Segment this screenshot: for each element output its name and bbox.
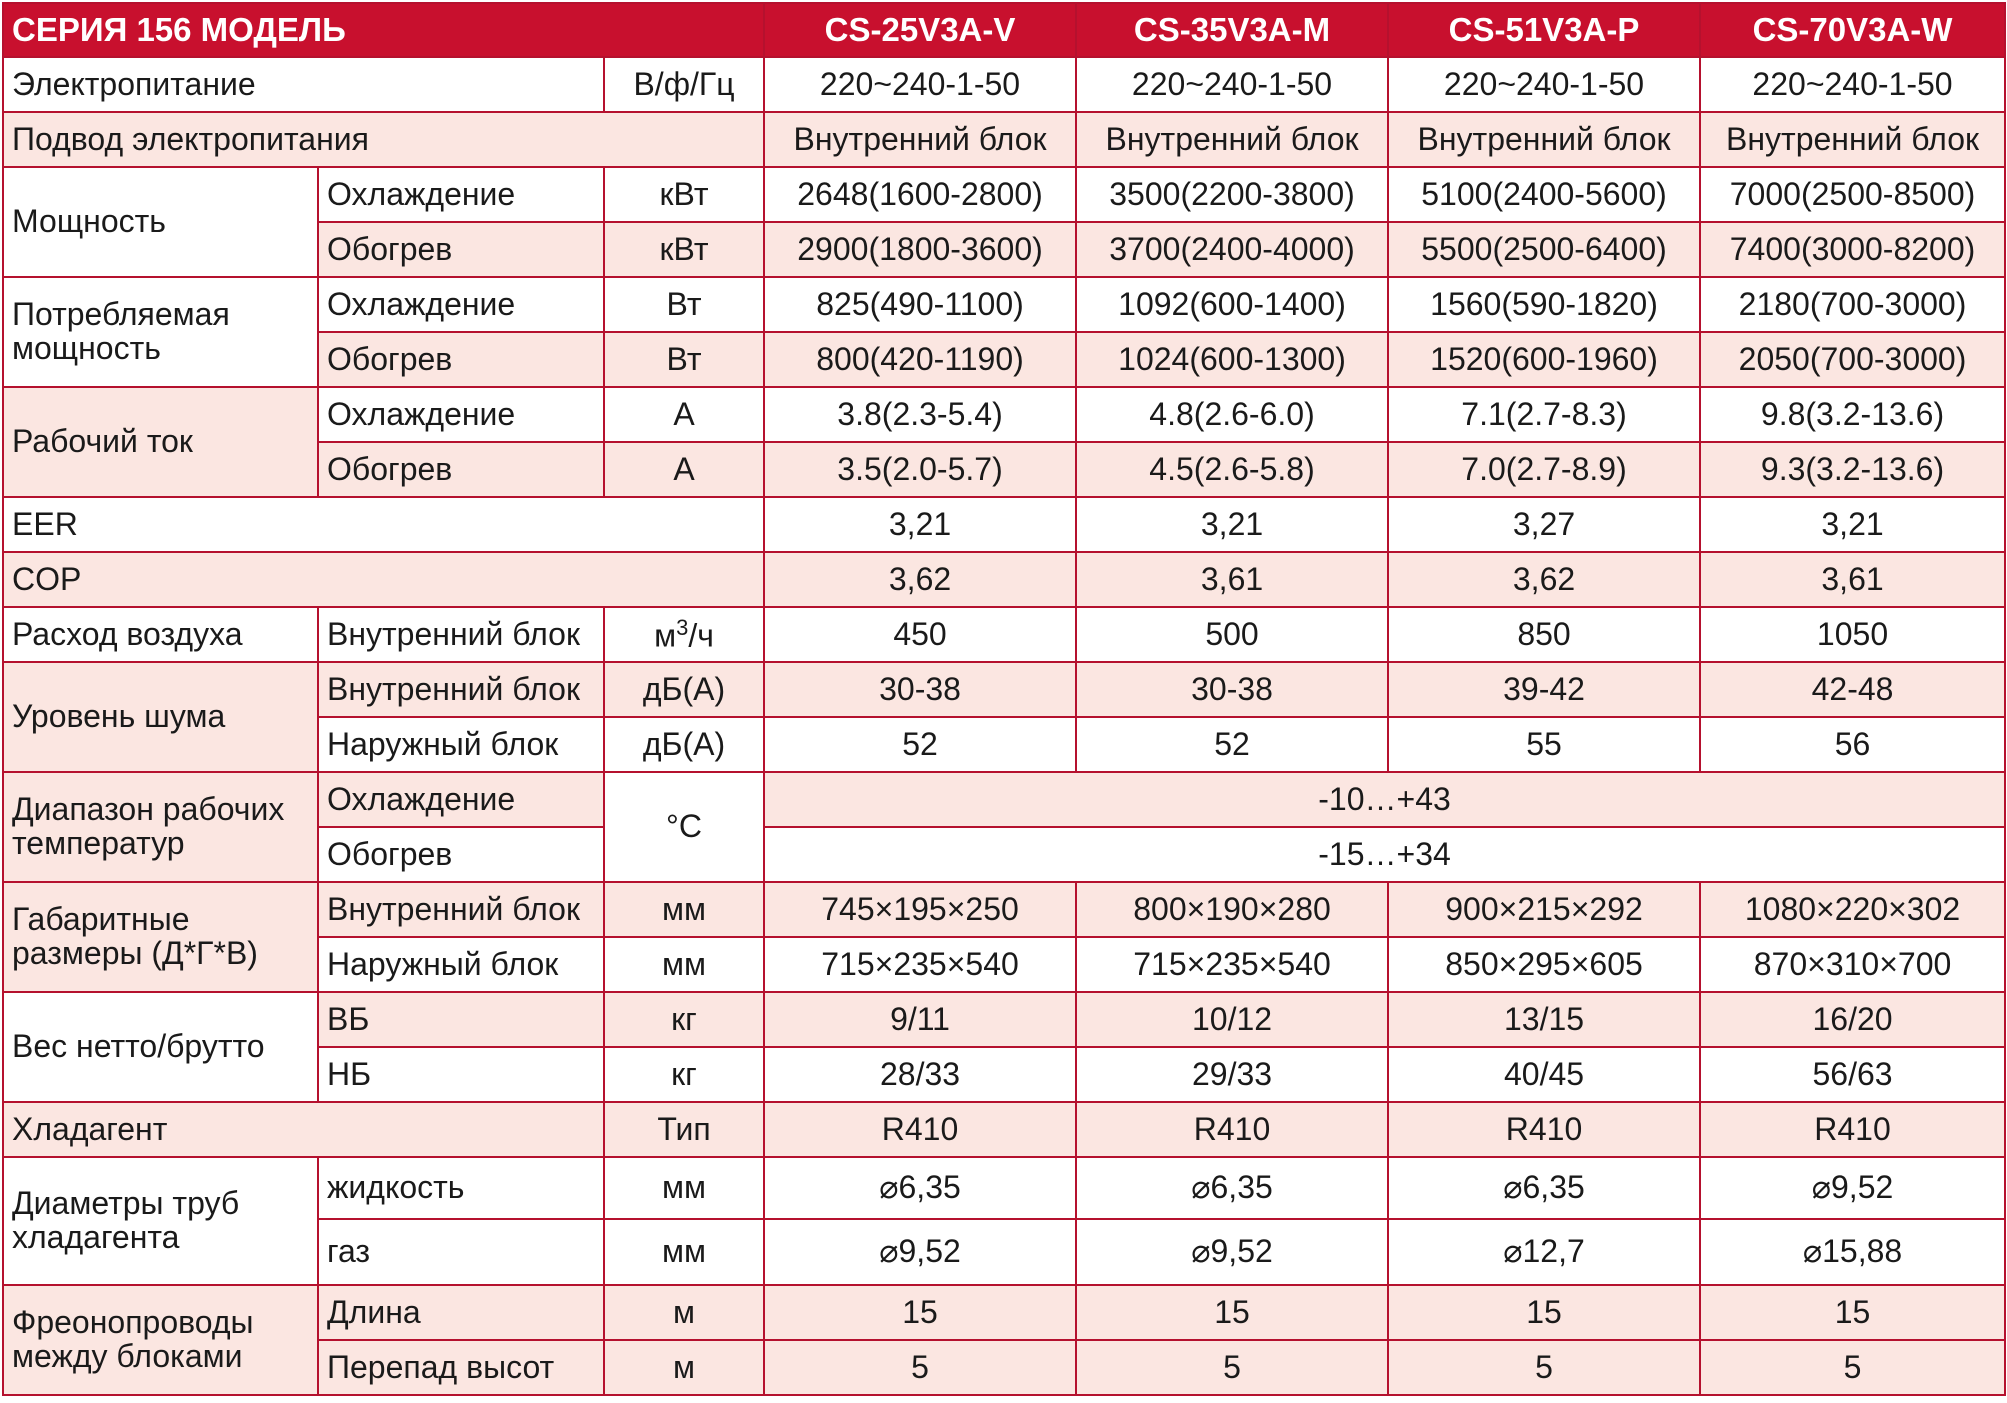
table-row	[3, 497, 2005, 552]
value-cell: R410	[1388, 1102, 1700, 1157]
model-header: CS-35V3A-M	[1076, 3, 1388, 57]
value-cell: ⌀12,7	[1388, 1219, 1700, 1285]
value-cell: 56	[1700, 717, 2005, 772]
value-cell: 450	[764, 607, 1076, 662]
value-cell: 3,21	[764, 497, 1076, 552]
value-cell: Внутренний блок	[1076, 112, 1388, 167]
table-row	[3, 57, 2005, 112]
value-cell: 28/33	[764, 1047, 1076, 1102]
sub-label: Обогрев	[318, 222, 604, 277]
value-cell: 3700(2400-4000)	[1076, 222, 1388, 277]
value-cell: 9.8(3.2-13.6)	[1700, 387, 2005, 442]
row-label: Вес нетто/брутто	[3, 992, 318, 1102]
value-cell: ⌀15,88	[1700, 1219, 2005, 1285]
value-cell: 5	[764, 1340, 1076, 1395]
table-row	[3, 607, 2005, 662]
row-label: Мощность	[3, 167, 318, 277]
value-cell: 29/33	[1076, 1047, 1388, 1102]
value-cell: 715×235×540	[764, 937, 1076, 992]
sub-label: Обогрев	[318, 332, 604, 387]
value-cell: 1092(600-1400)	[1076, 277, 1388, 332]
value-cell: 3,62	[764, 552, 1076, 607]
table-row	[3, 277, 2005, 332]
value-cell: 30-38	[764, 662, 1076, 717]
value-cell: 3,27	[1388, 497, 1700, 552]
header-row	[3, 3, 2005, 57]
table-row	[3, 167, 2005, 222]
value-cell: Внутренний блок	[1388, 112, 1700, 167]
table-row	[3, 1285, 2005, 1340]
value-cell: 3,61	[1076, 552, 1388, 607]
sub-label: Наружный блок	[318, 717, 604, 772]
table-row	[3, 1157, 2005, 1219]
value-cell: Внутренний блок	[1700, 112, 2005, 167]
value-cell: 52	[1076, 717, 1388, 772]
value-cell: 1050	[1700, 607, 2005, 662]
row-label: Рабочий ток	[3, 387, 318, 497]
table-row	[3, 1102, 2005, 1157]
unit-cell: дБ(А)	[604, 662, 764, 717]
value-cell: 7000(2500-8500)	[1700, 167, 2005, 222]
sub-label: жидкость	[318, 1157, 604, 1219]
table-row	[3, 992, 2005, 1047]
unit-cell: дБ(А)	[604, 717, 764, 772]
value-cell: 500	[1076, 607, 1388, 662]
value-cell: -15…+34	[764, 827, 2005, 882]
unit-cell: °С	[604, 772, 764, 882]
value-cell: 4.5(2.6-5.8)	[1076, 442, 1388, 497]
row-label: Габаритные размеры (Д*Г*В)	[3, 882, 318, 992]
value-cell: 7.1(2.7-8.3)	[1388, 387, 1700, 442]
value-cell: 3,61	[1700, 552, 2005, 607]
value-cell: 5	[1700, 1340, 2005, 1395]
value-cell: 850	[1388, 607, 1700, 662]
value-cell: Внутренний блок	[764, 112, 1076, 167]
row-label: COP	[3, 552, 764, 607]
row-label: Потребляемая мощность	[3, 277, 318, 387]
value-cell: 220~240-1-50	[1076, 57, 1388, 112]
value-cell: 715×235×540	[1076, 937, 1388, 992]
value-cell: 850×295×605	[1388, 937, 1700, 992]
value-cell: ⌀6,35	[1076, 1157, 1388, 1219]
table-row	[3, 882, 2005, 937]
value-cell: 3,21	[1076, 497, 1388, 552]
value-cell: 4.8(2.6-6.0)	[1076, 387, 1388, 442]
value-cell: R410	[1076, 1102, 1388, 1157]
table-row	[3, 662, 2005, 717]
series-label: СЕРИЯ 156 МОДЕЛЬ	[3, 3, 764, 57]
row-label: Фреонопроводы между блоками	[3, 1285, 318, 1395]
value-cell: ⌀6,35	[1388, 1157, 1700, 1219]
value-cell: 5	[1076, 1340, 1388, 1395]
value-cell: 1024(600-1300)	[1076, 332, 1388, 387]
value-cell: -10…+43	[764, 772, 2005, 827]
value-cell: 870×310×700	[1700, 937, 2005, 992]
value-cell: 3.8(2.3-5.4)	[764, 387, 1076, 442]
unit-cell: кг	[604, 992, 764, 1047]
value-cell: 800×190×280	[1076, 882, 1388, 937]
value-cell: ⌀9,52	[1076, 1219, 1388, 1285]
value-cell: 800(420-1190)	[764, 332, 1076, 387]
sub-label: Внутренний блок	[318, 607, 604, 662]
value-cell: 7400(3000-8200)	[1700, 222, 2005, 277]
value-cell: 15	[1700, 1285, 2005, 1340]
row-label: Диаметры труб хладагента	[3, 1157, 318, 1285]
value-cell: ⌀9,52	[764, 1219, 1076, 1285]
value-cell: 15	[1076, 1285, 1388, 1340]
value-cell: 2180(700-3000)	[1700, 277, 2005, 332]
value-cell: R410	[1700, 1102, 2005, 1157]
value-cell: 9.3(3.2-13.6)	[1700, 442, 2005, 497]
sub-label: Охлаждение	[318, 772, 604, 827]
value-cell: 1080×220×302	[1700, 882, 2005, 937]
row-label: Электропитание	[3, 57, 604, 112]
value-cell: 40/45	[1388, 1047, 1700, 1102]
value-cell: 2648(1600-2800)	[764, 167, 1076, 222]
value-cell: R410	[764, 1102, 1076, 1157]
unit-cell: А	[604, 387, 764, 442]
value-cell: 10/12	[1076, 992, 1388, 1047]
value-cell: 5100(2400-5600)	[1388, 167, 1700, 222]
row-label: EER	[3, 497, 764, 552]
unit-cell: А	[604, 442, 764, 497]
sub-label: Внутренний блок	[318, 882, 604, 937]
sub-label: газ	[318, 1219, 604, 1285]
value-cell: 16/20	[1700, 992, 2005, 1047]
value-cell: 3,21	[1700, 497, 2005, 552]
sub-label: НБ	[318, 1047, 604, 1102]
unit-cell: кВт	[604, 222, 764, 277]
value-cell: 220~240-1-50	[1388, 57, 1700, 112]
value-cell: 900×215×292	[1388, 882, 1700, 937]
unit-cell: мм	[604, 937, 764, 992]
value-cell: 1520(600-1960)	[1388, 332, 1700, 387]
value-cell: 52	[764, 717, 1076, 772]
row-label: Уровень шума	[3, 662, 318, 772]
unit-cell: $м^3/ч$	[604, 607, 764, 662]
unit-cell: мм	[604, 1157, 764, 1219]
sub-label: ВБ	[318, 992, 604, 1047]
sub-label: Обогрев	[318, 442, 604, 497]
value-cell: 5500(2500-6400)	[1388, 222, 1700, 277]
value-cell: 9/11	[764, 992, 1076, 1047]
unit-cell: мм	[604, 1219, 764, 1285]
value-cell: 56/63	[1700, 1047, 2005, 1102]
table-row	[3, 112, 2005, 167]
sub-label: Перепад высот	[318, 1340, 604, 1395]
sub-label: Охлаждение	[318, 387, 604, 442]
value-cell: 2050(700-3000)	[1700, 332, 2005, 387]
value-cell: 15	[1388, 1285, 1700, 1340]
value-cell: 745×195×250	[764, 882, 1076, 937]
sub-label: Наружный блок	[318, 937, 604, 992]
row-label: Расход воздуха	[3, 607, 318, 662]
unit-cell: В/ф/Гц	[604, 57, 764, 112]
sub-label: Охлаждение	[318, 167, 604, 222]
model-header: CS-25V3A-V	[764, 3, 1076, 57]
unit-cell: м	[604, 1285, 764, 1340]
value-cell: 3500(2200-3800)	[1076, 167, 1388, 222]
unit-cell: мм	[604, 882, 764, 937]
value-cell: 2900(1800-3600)	[764, 222, 1076, 277]
row-label: Подвод электропитания	[3, 112, 764, 167]
value-cell: 825(490-1100)	[764, 277, 1076, 332]
value-cell: 13/15	[1388, 992, 1700, 1047]
sub-label: Обогрев	[318, 827, 604, 882]
value-cell: 30-38	[1076, 662, 1388, 717]
value-cell: 3,62	[1388, 552, 1700, 607]
model-header: CS-51V3A-P	[1388, 3, 1700, 57]
sub-label: Длина	[318, 1285, 604, 1340]
unit-cell: кВт	[604, 167, 764, 222]
value-cell: 42-48	[1700, 662, 2005, 717]
value-cell: ⌀6,35	[764, 1157, 1076, 1219]
value-cell: 7.0(2.7-8.9)	[1388, 442, 1700, 497]
unit-cell: кг	[604, 1047, 764, 1102]
value-cell: 5	[1388, 1340, 1700, 1395]
value-cell: 220~240-1-50	[1700, 57, 2005, 112]
table-row	[3, 387, 2005, 442]
value-cell: 3.5(2.0-5.7)	[764, 442, 1076, 497]
sub-label: Внутренний блок	[318, 662, 604, 717]
spec-table	[2, 2, 2006, 1396]
sub-label: Охлаждение	[318, 277, 604, 332]
value-cell: 55	[1388, 717, 1700, 772]
value-cell: 39-42	[1388, 662, 1700, 717]
table-row	[3, 772, 2005, 827]
unit-cell: Вт	[604, 332, 764, 387]
row-label: Диапазон рабочих температур	[3, 772, 318, 882]
unit-cell: Вт	[604, 277, 764, 332]
model-header: CS-70V3A-W	[1700, 3, 2005, 57]
value-cell: 1560(590-1820)	[1388, 277, 1700, 332]
value-cell: 220~240-1-50	[764, 57, 1076, 112]
row-label: Хладагент	[3, 1102, 604, 1157]
unit-cell: Тип	[604, 1102, 764, 1157]
table-row	[3, 552, 2005, 607]
unit-cell: м	[604, 1340, 764, 1395]
value-cell: 15	[764, 1285, 1076, 1340]
value-cell: ⌀9,52	[1700, 1157, 2005, 1219]
